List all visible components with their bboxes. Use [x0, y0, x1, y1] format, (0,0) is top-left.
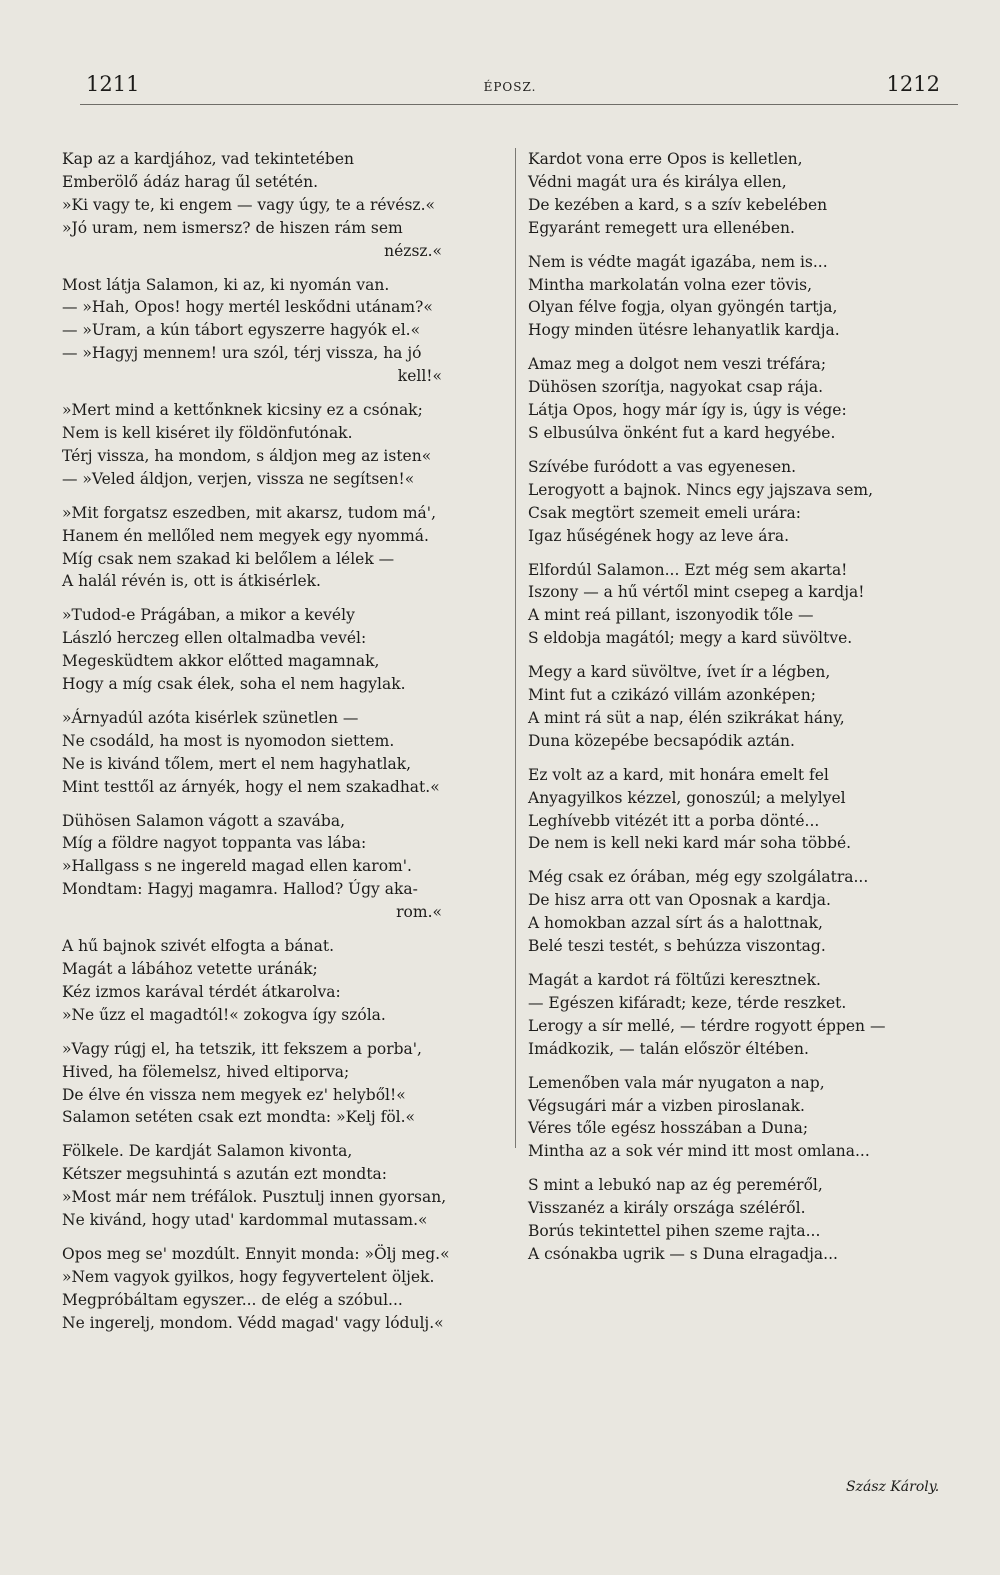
verse-line: Nem is védte magát igazába, nem is... [528, 252, 828, 271]
verse-line: Ne kivánd, hogy utad' kardommal mutassam.« [62, 1211, 428, 1230]
verse-line: Látja Opos, hogy már így is, úgy is vége: [528, 401, 847, 420]
header-rule [80, 104, 958, 105]
running-title: ÉPOSZ. [483, 80, 537, 94]
verse-line: Lemenőben vala már nyugaton a nap, [528, 1073, 825, 1092]
verse-line: A mint reá pillant, iszonyodik tőle — [528, 606, 814, 625]
verse-line: Kap az a kardjához, vad tekintetében [62, 150, 354, 168]
verse-line: Anyagyilkos kézzel, gonoszúl; a melylyel [528, 788, 846, 807]
verse-line: Mintha markolatán volna ezer tövis, [528, 275, 813, 294]
verse-line: Egyaránt remegett ura ellenében. [528, 218, 795, 237]
verse-line: A csónakba ugrik — s Duna elragadja... [528, 1244, 838, 1263]
verse-line: Végsugári már a vizben piroslanak. [528, 1096, 805, 1115]
verse-line: Elfordúl Salamon... Ezt még sem akarta! [528, 560, 848, 579]
poem-column-right [528, 148, 968, 1277]
verse-line: — »Uram, a kún tábort egyszerre hagyók el.« [62, 321, 421, 340]
verse-line: nézsz.« [384, 241, 442, 260]
verse-line: Míg csak nem szakad ki belőlem a lélek — [62, 549, 395, 568]
verse-line: Kéz izmos karával térdét átkarolva: [62, 982, 341, 1001]
verse-line: De hisz arra ott van Oposnak a kardja. [528, 891, 831, 910]
verse-line: Csak megtört szemeit emeli urára: [528, 503, 801, 522]
verse-line: Belé teszi testét, s behúzza viszontag. [528, 937, 826, 956]
verse-line: — »Hagyj mennem! ura szól, térj vissza, ha jó [62, 344, 422, 363]
verse-line: »Tudod-e Prágában, a mikor a kevély [62, 606, 355, 625]
verse-line: Igaz hűségének hogy az leve ára. [528, 526, 790, 545]
verse-line: Fölkele. De kardját Salamon kivonta, [62, 1142, 353, 1161]
verse-line: Amaz meg a dolgot nem veszi tréfára; [528, 355, 827, 374]
page-header [80, 72, 940, 102]
stanza [528, 764, 968, 856]
verse-line: Opos meg se' mozdúlt. Ennyit monda: »Ölj meg.« [62, 1244, 450, 1263]
stanza [528, 148, 968, 240]
stanza [62, 810, 502, 925]
verse-line: Hogy a míg csak élek, soha el nem hagylak. [62, 675, 406, 694]
verse-line: A halál révén is, ott is átkisérlek. [62, 572, 321, 591]
verse-line: Iszony — a hű vértől mint csepeg a kardja! [528, 583, 865, 602]
verse-line: Mondtam: Hagyj magamra. Hallod? Úgy aka- [62, 880, 418, 899]
stanza [528, 456, 968, 548]
verse-line: Mint fut a czikázó villám azonképen; [528, 686, 816, 705]
verse-line: Borús tekintettel pihen szeme rajta... [528, 1222, 821, 1241]
stanza [62, 148, 502, 263]
stanza [528, 251, 968, 343]
stanza [62, 502, 502, 594]
verse-line: Megpróbáltam egyszer... de elég a szóbul... [62, 1290, 403, 1309]
page-number-left: 1211 [86, 72, 140, 96]
stanza [62, 707, 502, 799]
verse-line: Leghívebb vitézét itt a porba dönté... [528, 811, 820, 830]
verse-line: Védni magát ura és királya ellen, [528, 172, 787, 191]
verse-line: Megesküdtem akkor előtted magamnak, [62, 652, 380, 671]
verse-line: »Hallgass s ne ingereld magad ellen karom'. [62, 857, 412, 876]
stanza [528, 1072, 968, 1164]
verse-line: »Most már nem tréfálok. Pusztulj innen gyorsan, [62, 1188, 447, 1207]
stanza [528, 559, 968, 651]
verse-line: »Ki vagy te, ki engem — vagy úgy, te a révész.« [62, 195, 435, 214]
stanza [528, 1174, 968, 1266]
verse-line: Kétszer megsuhintá s azután ezt mondta: [62, 1165, 388, 1184]
verse-line: Dühösen Salamon vágott a szavába, [62, 811, 346, 830]
stanza [62, 399, 502, 491]
column-divider [515, 148, 516, 1148]
verse-line: A hű bajnok szivét elfogta a bánat. [62, 937, 335, 956]
verse-line: Megy a kard süvöltve, ívet ír a légben, [528, 663, 831, 682]
verse-line: »Ne űzz el magadtól!« zokogva így szóla. [62, 1005, 386, 1024]
verse-line: Visszanéz a király országa széléről. [528, 1199, 806, 1218]
verse-line: »Jó uram, nem ismersz? de hiszen rám sem [62, 218, 403, 237]
verse-line: Emberölő ádáz harag űl setétén. [62, 172, 318, 191]
verse-line: Hived, ha fölemelsz, hived eltiporva; [62, 1062, 350, 1081]
verse-line: S elbusúlva önként fut a kard hegyébe. [528, 423, 836, 442]
verse-line: László herczeg ellen oltalmadba vevél: [62, 629, 367, 648]
verse-line: A mint rá süt a nap, élén szikrákat hány, [528, 708, 845, 727]
author-signature: Szász Károly. [846, 1479, 940, 1495]
verse-line: Lerogy a sír mellé, — térdre rogyott éppen — [528, 1016, 886, 1035]
verse-line: S mint a lebukó nap az ég pereméről, [528, 1176, 823, 1195]
verse-line: Szívébe furódott a vas egyenesen. [528, 457, 797, 476]
verse-line: Mintha az a sok vér mind itt most omlana... [528, 1142, 870, 1161]
stanza [62, 274, 502, 389]
verse-line: kell!« [397, 367, 442, 386]
verse-line: Ne ingerelj, mondom. Védd magad' vagy lódulj.« [62, 1313, 444, 1332]
stanza [62, 604, 502, 696]
stanza [528, 969, 968, 1061]
verse-line: Most látja Salamon, ki az, ki nyomán van. [62, 275, 390, 294]
verse-line: — »Veled áldjon, verjen, vissza ne segítsen!« [62, 469, 415, 488]
verse-line: »Nem vagyok gyilkos, hogy fegyvertelent öljek. [62, 1267, 435, 1286]
poem-column-left [62, 148, 502, 1346]
verse-line: Hogy minden ütésre lehanyatlik kardja. [528, 321, 840, 340]
verse-line: rom.« [396, 903, 442, 922]
verse-line: Duna közepébe becsapódik aztán. [528, 731, 795, 750]
verse-line: »Mert mind a kettőnknek kicsiny ez a csónak; [62, 401, 423, 420]
verse-line: »Vagy rúgj el, ha tetszik, itt fekszem a porba', [62, 1039, 422, 1058]
stanza [62, 935, 502, 1027]
verse-line: Még csak ez órában, még egy szolgálatra... [528, 868, 869, 887]
verse-line: Lerogyott a bajnok. Nincs egy jajszava sem, [528, 480, 874, 499]
stanza [62, 1038, 502, 1130]
stanza [528, 661, 968, 753]
verse-line: Hanem én mellőled nem megyek egy nyommá. [62, 526, 429, 545]
verse-line: Mint testtől az árnyék, hogy el nem szakadhat.« [62, 777, 440, 796]
verse-line: Ez volt az a kard, mit honára emelt fel [528, 765, 829, 784]
verse-line: »Árnyadúl azóta kisérlek szünetlen — [62, 708, 359, 727]
verse-line: »Mit forgatsz eszedben, mit akarsz, tudom má', [62, 503, 436, 522]
verse-line: A homokban azzal sírt ás a halottnak, [528, 914, 823, 933]
verse-line: Imádkozik, — talán először éltében. [528, 1039, 809, 1058]
verse-line: Ne is kivánd tőlem, mert el nem hagyhatlak, [62, 754, 412, 773]
verse-line: Dühösen szorítja, nagyokat csap rája. [528, 378, 824, 397]
stanza [62, 1140, 502, 1232]
verse-line: De kezében a kard, s a szív kebelében [528, 195, 828, 214]
verse-line: — Egészen kifáradt; keze, térde reszket. [528, 993, 847, 1012]
verse-line: Salamon setéten csak ezt mondta: »Kelj föl.« [62, 1108, 416, 1127]
verse-line: Magát a lábához vetette uránák; [62, 960, 318, 978]
verse-line: Olyan félve fogja, olyan gyöngén tartja, [528, 298, 838, 317]
stanza [62, 1243, 502, 1335]
stanza [528, 866, 968, 958]
verse-line: Magát a kardot rá föltűzi keresztnek. [528, 971, 821, 989]
page-number-right: 1212 [886, 72, 940, 96]
verse-line: De élve én vissza nem megyek ez' helyből!« [62, 1085, 406, 1104]
verse-line: Ne csodáld, ha most is nyomodon siettem. [62, 731, 395, 750]
verse-line: S eldobja magától; megy a kard süvöltve. [528, 629, 853, 648]
verse-line: Nem is kell kiséret ily földönfutónak. [62, 423, 353, 442]
verse-line: Véres tőle egész hosszában a Duna; [528, 1119, 809, 1138]
stanza [528, 353, 968, 445]
verse-line: De nem is kell neki kard már soha többé. [528, 834, 852, 853]
verse-line: Kardot vona erre Opos is kelletlen, [528, 150, 803, 168]
verse-line: — »Hah, Opos! hogy mertél leskődni utánam?« [62, 298, 433, 317]
verse-line: Míg a földre nagyot toppanta vas lába: [62, 834, 367, 853]
verse-line: Térj vissza, ha mondom, s áldjon meg az isten« [62, 446, 432, 465]
